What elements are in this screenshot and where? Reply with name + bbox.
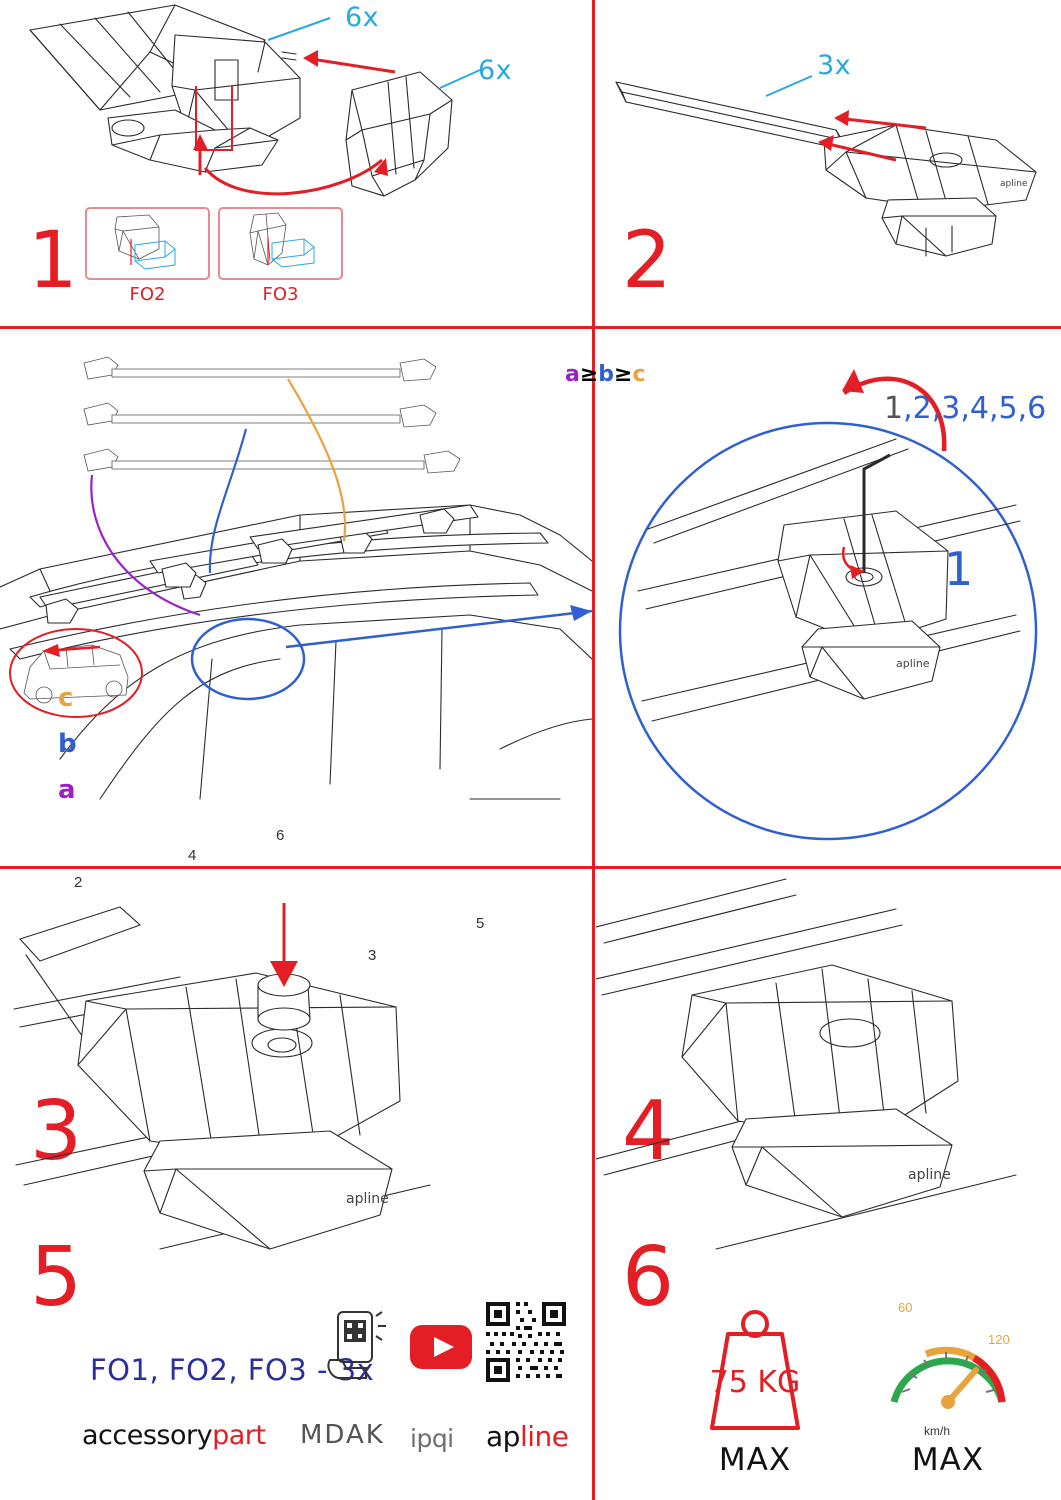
step-number-2: 2 <box>622 216 670 306</box>
svg-text:apline: apline <box>896 657 930 670</box>
brand-apline-prefix: ap <box>486 1420 520 1453</box>
step-4-panel <box>596 329 1061 1179</box>
bar-label-c: c <box>58 683 74 713</box>
svg-text:apline: apline <box>1000 179 1028 189</box>
part-label-fo2: FO2 <box>129 284 166 305</box>
brand-accessorypart <box>82 1420 265 1451</box>
position-number-5: 5 <box>476 915 485 932</box>
tightening-sequence: 1,2,3,4,5,6 <box>884 391 1047 426</box>
weight-limit-value: 75 KG <box>709 1365 801 1400</box>
callout-qty-2: 6x <box>478 55 513 86</box>
speed-tick-min: 60 <box>898 1300 913 1315</box>
step-2-panel <box>596 0 1061 326</box>
brand-mdak: MDAK <box>300 1420 385 1450</box>
position-number-4: 4 <box>188 847 197 864</box>
part-label-fo3: FO3 <box>262 284 299 305</box>
bar-label-a: a <box>58 775 76 805</box>
callout-qty-1: 6x <box>345 2 380 33</box>
part-box-fo2 <box>85 207 210 280</box>
step-5-illustration <box>0 869 592 1269</box>
brand-accessorypart-accent: part <box>212 1420 266 1451</box>
part-box-fo3 <box>218 207 343 280</box>
bar-length-rule: a≥b≥c <box>565 362 646 387</box>
step-5-panel <box>0 869 592 1325</box>
speed-tick-max: 120 <box>988 1332 1010 1347</box>
speed-limit-label: MAX <box>911 1442 985 1478</box>
phone-scan-icon[interactable] <box>320 1310 390 1385</box>
parts-note: FO1, FO2, FO3 - 3x <box>90 1353 375 1387</box>
step-number-5: 5 <box>30 1230 81 1325</box>
position-number-2: 2 <box>74 874 83 891</box>
svg-text:apline: apline <box>346 1191 389 1207</box>
speed-unit: km/h <box>924 1424 951 1438</box>
step-1-panel <box>0 0 592 326</box>
callout-qty-3: 3x <box>817 50 852 81</box>
divider-v2 <box>592 329 595 866</box>
qr-code-icon[interactable] <box>484 1300 568 1384</box>
brand-accessorypart-prefix: accessory <box>82 1420 213 1451</box>
position-number-3: 3 <box>368 947 377 964</box>
step-number-3: 3 <box>30 1084 81 1179</box>
brand-apline <box>486 1420 568 1453</box>
svg-text:apline: apline <box>908 1167 951 1183</box>
position-number-6: 6 <box>276 827 285 844</box>
weight-limit-label: MAX <box>718 1442 792 1478</box>
youtube-icon[interactable] <box>410 1325 472 1369</box>
step-number-6: 6 <box>622 1230 673 1325</box>
step-3-illustration <box>0 329 592 866</box>
step-number-1: 1 <box>28 216 76 306</box>
speedometer-icon <box>878 1300 1018 1430</box>
divider-v1 <box>592 0 595 326</box>
detail-label-1: 1 <box>944 542 974 596</box>
step-6-illustration <box>596 869 1061 1269</box>
brand-apline-accent: line <box>519 1420 569 1453</box>
brand-ipqi: ipqi <box>410 1424 454 1453</box>
divider-v3 <box>592 869 595 1500</box>
bar-label-b: b <box>58 729 77 759</box>
step-3-panel <box>0 329 592 1179</box>
step-number-4: 4 <box>622 1084 673 1179</box>
